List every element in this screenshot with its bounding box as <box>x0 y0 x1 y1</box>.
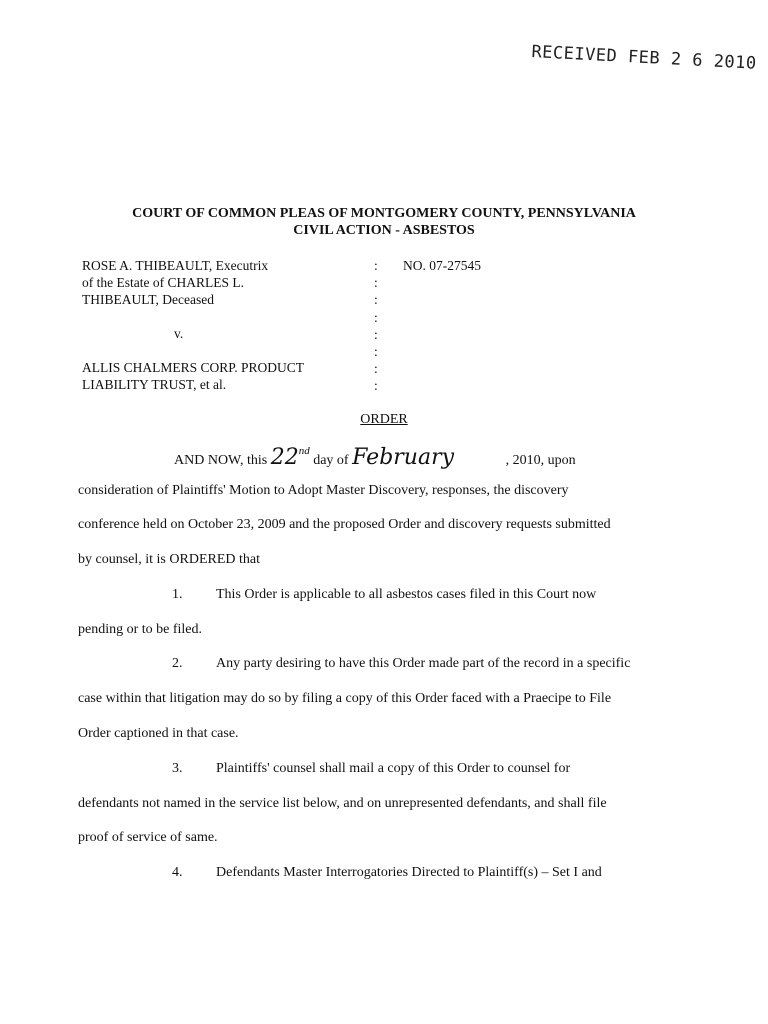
body-line: by counsel, it is ORDERED that <box>78 552 260 567</box>
handwritten-month: February <box>352 445 455 470</box>
body-line: Any party desiring to have this Order made part of the record in a specific <box>216 656 631 671</box>
intro-text: AND NOW, this <box>174 453 268 468</box>
case-number: NO. 07-27545 <box>403 258 481 273</box>
body-line: Order captioned in that case. <box>78 726 239 741</box>
plaintiff-line: ROSE A. THIBEAULT, Executrix <box>82 258 269 273</box>
body-line: This Order is applicable to all asbestos cases filed in this Court now <box>216 587 597 602</box>
body-line: pending or to be filed. <box>78 622 203 637</box>
court-name: COURT OF COMMON PLEAS OF MONTGOMERY COUNTY, PENNSYLVANIA <box>132 206 636 221</box>
defendant-line: LIABILITY TRUST, et al. <box>82 377 227 392</box>
plaintiff-line: of the Estate of CHARLES L. <box>82 275 244 290</box>
body-line: proof of service of same. <box>78 830 218 845</box>
body-line: consideration of Plaintiffs' Motion to Adopt Master Discovery, responses, the discovery <box>78 483 569 498</box>
court-header <box>0 205 768 239</box>
body-line: conference held on October 23, 2009 and the proposed Order and discovery requests submitted <box>78 517 611 532</box>
paragraph-number: 2. <box>172 656 183 671</box>
body-line: case within that litigation may do so by filing a copy of this Order faced with a Praecipe to File <box>78 691 612 706</box>
body-line: Plaintiffs' counsel shall mail a copy of this Order to counsel for <box>216 761 571 776</box>
paragraph-number: 3. <box>172 761 183 776</box>
paragraph-number: 1. <box>172 587 183 602</box>
paragraph-number: 4. <box>172 865 183 880</box>
handwritten-day: 22 <box>270 445 299 470</box>
order-title: ORDER <box>360 412 408 427</box>
body-line: defendants not named in the service list below, and on unrepresented defendants, and shall file <box>78 796 607 811</box>
intro-year-text: , 2010, upon <box>505 453 576 468</box>
handwritten-day-suffix: nd <box>298 445 310 457</box>
versus-label: v. <box>174 326 184 341</box>
case-caption-parties <box>82 257 372 393</box>
day-of-text: day of <box>313 453 349 468</box>
plaintiff-line: THIBEAULT, Deceased <box>82 292 214 307</box>
action-type: CIVIL ACTION - ASBESTOS <box>293 223 475 238</box>
order-intro-line <box>174 445 576 470</box>
caption-colons: : : : : : : : : <box>374 258 378 394</box>
body-line: Defendants Master Interrogatories Directed to Plaintiff(s) – Set I and <box>216 865 602 880</box>
received-stamp: RECEIVED FEB 2 6 2010 <box>530 42 758 74</box>
defendant-line: ALLIS CHALMERS CORP. PRODUCT <box>82 360 305 375</box>
